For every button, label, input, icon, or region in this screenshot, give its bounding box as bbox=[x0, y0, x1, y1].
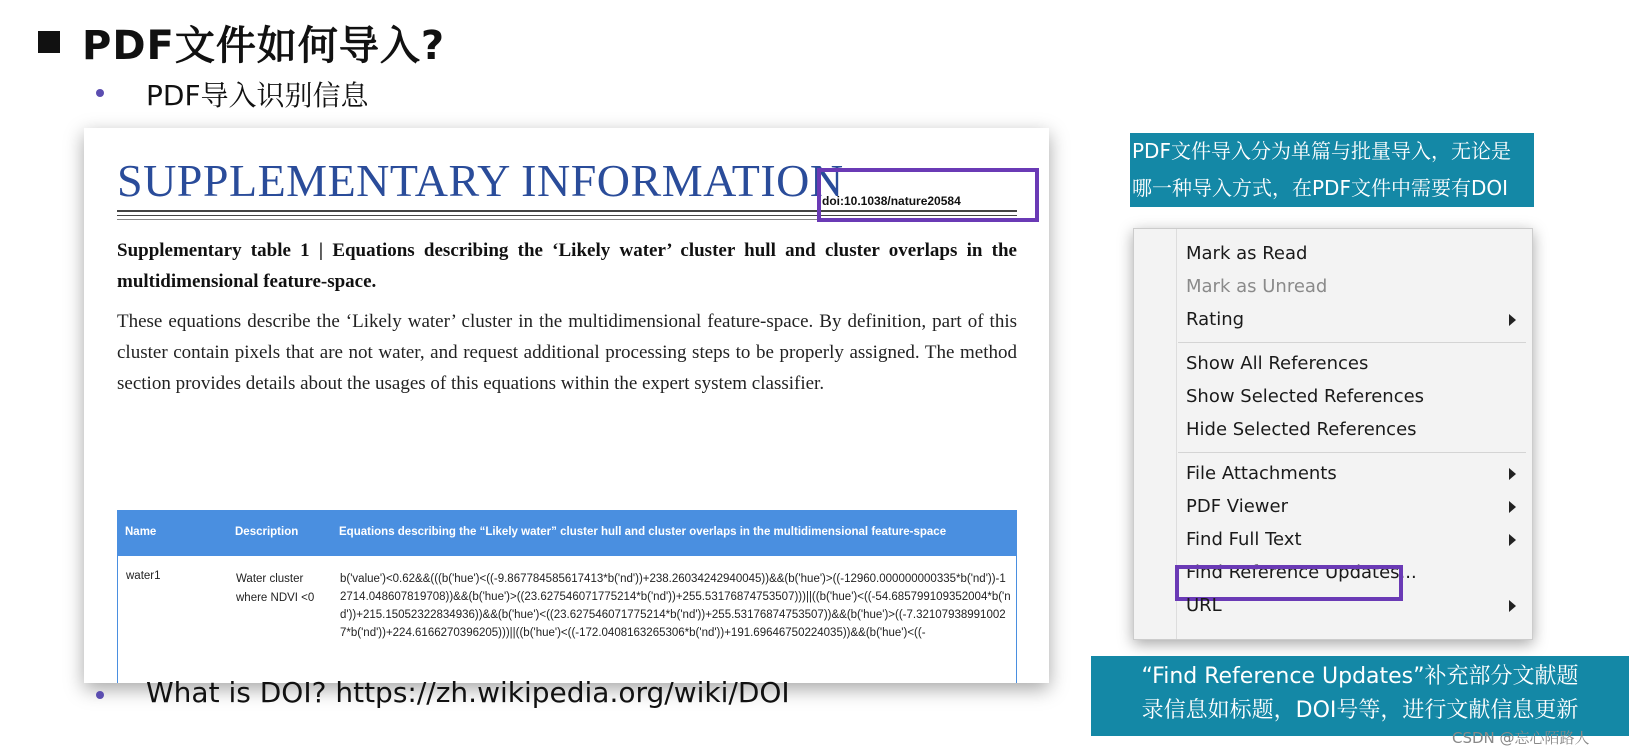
watermark: CSDN @忘心陌路人 bbox=[1452, 729, 1590, 747]
doc-body-text: These equations describe the ‘Likely water’ cluster in the multidimensional feature-space. By definition, part of this cluster contain pixels that are not water, and request additional processing steps to be properly assigned. The method section provides details about the usages of this equations within the expert system classifier. bbox=[117, 311, 1017, 394]
context-menu bbox=[1133, 228, 1533, 640]
menu-separator bbox=[1178, 452, 1526, 453]
menu-item-find-reference-updates[interactable]: Find Reference Updates... bbox=[1186, 562, 1417, 583]
menu-item-show-selected-references[interactable]: Show Selected References bbox=[1186, 386, 1425, 407]
doi-highlight-box bbox=[817, 168, 1039, 222]
doi-text: doi:10.1038/nature20584 bbox=[822, 194, 961, 208]
bullet-text-1: PDF导入识别信息 bbox=[146, 79, 369, 112]
doc-heading: SUPPLEMENTARY INFORMATION bbox=[117, 155, 844, 206]
slide-title-text: PDF文件如何导入? bbox=[82, 23, 446, 69]
submenu-arrow-icon bbox=[1509, 314, 1516, 326]
menu-item-hide-selected-references[interactable]: Hide Selected References bbox=[1186, 419, 1417, 440]
menu-item-mark-as-unread: Mark as Unread bbox=[1186, 276, 1328, 297]
table-header-row bbox=[117, 510, 1017, 556]
note-line: 哪一种导入方式，在PDF文件中需要有DOI bbox=[1132, 176, 1509, 200]
doc-table-caption: Supplementary table 1 | Equations describing the ‘Likely water’ cluster hull and cluster overlaps in the multidimensional feature-space. bbox=[117, 240, 1017, 292]
note-line: 录信息如标题，DOI号等，进行文献信息更新 bbox=[1141, 698, 1579, 723]
menu-item-rating[interactable]: Rating bbox=[1186, 309, 1245, 330]
find-reference-updates-note bbox=[1091, 656, 1629, 736]
menu-item-url[interactable]: URL bbox=[1186, 595, 1222, 616]
menu-item-pdf-viewer[interactable]: PDF Viewer bbox=[1186, 496, 1288, 517]
table-cell-name: water1 bbox=[126, 570, 161, 582]
menu-item-show-all-references[interactable]: Show All References bbox=[1186, 353, 1369, 374]
note-line: PDF文件导入分为单篇与批量导入，无论是 bbox=[1132, 139, 1511, 163]
menu-item-mark-as-read[interactable]: Mark as Read bbox=[1186, 243, 1308, 264]
table-header-equations: Equations describing the “Likely water” cluster hull and cluster overlaps in the multidimensional feature-space bbox=[339, 526, 947, 538]
bullet-dot-icon bbox=[96, 691, 104, 699]
pdf-import-note bbox=[1130, 133, 1534, 207]
note-line: “Find Reference Updates”补充部分文献题 bbox=[1141, 664, 1579, 689]
menu-item-file-attachments[interactable]: File Attachments bbox=[1186, 463, 1337, 484]
square-bullet-icon bbox=[38, 31, 60, 53]
table-header-description: Description bbox=[235, 526, 299, 538]
pdf-document-preview bbox=[84, 128, 1049, 683]
menu-item-find-full-text[interactable]: Find Full Text bbox=[1186, 529, 1302, 550]
table-row bbox=[117, 556, 1017, 683]
slide-title bbox=[38, 14, 445, 71]
bullet-item-1 bbox=[96, 74, 496, 114]
menu-separator bbox=[1178, 342, 1526, 343]
table-header-name: Name bbox=[125, 526, 157, 538]
bullet-text-2[interactable]: What is DOI? https://zh.wikipedia.org/wiki/DOI bbox=[146, 676, 790, 709]
submenu-arrow-icon bbox=[1509, 468, 1516, 480]
submenu-arrow-icon bbox=[1509, 600, 1516, 612]
submenu-arrow-icon bbox=[1509, 501, 1516, 513]
table-cell-description: Water cluster where NDVI <0 bbox=[236, 573, 315, 604]
bullet-dot-icon bbox=[96, 89, 104, 97]
table-cell-equation: b('value')<0.62&&(((b('hue')<((-9.867784585617413*b('nd'))+238.26034242940045))&&(b('hue')>((-12960.000000000335*b('nd'))-12714.048607819708))&&(b('hue')>((23.627546071775214*b('nd'))+255.53176874753507)))||((b('hue')<((-54.685799109352004*b('nd'))+215.15052322834936))&&(b('hue')<((23.627546071775214*b('nd'))+255.53176874753507))&&(b('hue')>((-7.321079389910027*b('nd'))+224.6166270396205)))||((b('hue')<((-172.0408163265306*b('nd'))+191.69646750224035))&&(b('hue')<((- bbox=[340, 573, 1011, 639]
bullet-item-2 bbox=[96, 676, 896, 716]
equations-table bbox=[117, 510, 1017, 683]
submenu-arrow-icon bbox=[1509, 534, 1516, 546]
